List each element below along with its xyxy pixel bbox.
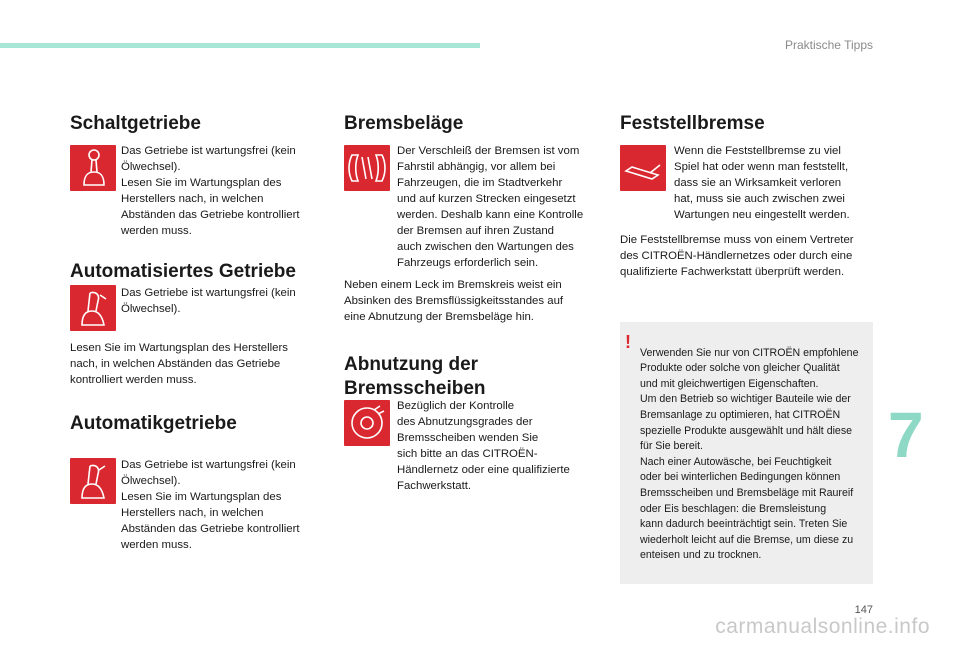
heading-bremsbelaege: Bremsbeläge — [344, 113, 464, 134]
text-automatisiertes-getriebe-2: Lesen Sie im Wartungsplan des Herstellers nach, in welchen Abständen das Getriebe kontrolliert werden muss. — [70, 342, 288, 386]
heading-schaltgetriebe: Schaltgetriebe — [70, 113, 201, 134]
heading-automatisiertes-getriebe: Automatisiertes Getriebe — [70, 261, 296, 282]
heading-automatikgetriebe: Automatikgetriebe — [70, 413, 237, 434]
section-label: Praktische Tipps — [784, 38, 873, 52]
watermark: carmanualsonline.info — [715, 615, 930, 638]
auto-gearbox-icon — [70, 285, 116, 331]
page-number: 147 — [854, 604, 873, 616]
text-bremsbelaege-2: Neben einem Leck im Bremskreis weist ein Absinken des Bremsflüssigkeitsstandes auf eine Abnutzung der Bremsbeläge hin. — [344, 279, 564, 323]
header-accent-bar — [0, 43, 480, 48]
gear-lever-icon — [70, 145, 116, 191]
text-schaltgetriebe: Das Getriebe ist wartungsfrei (kein Ölwechsel). Lesen Sie im Wartungsplan des Herstellers nach, in welchen Abständen das Getriebe kontrolliert werden muss. — [121, 145, 300, 237]
text-automatikgetriebe: Das Getriebe ist wartungsfrei (kein Ölwechsel). Lesen Sie im Wartungsplan des Herstellers nach, in welchen Abständen das Getriebe kontrolliert werden muss. — [121, 459, 300, 551]
brake-pads-icon — [344, 145, 390, 191]
warning-icon: ! — [625, 332, 631, 352]
chapter-number: 7 — [888, 399, 924, 471]
text-automatisiertes-getriebe: Das Getriebe ist wartungsfrei (kein Ölwechsel). — [121, 287, 296, 315]
heading-bremsscheiben: Abnutzung der Bremsscheiben — [344, 354, 486, 399]
text-bremsscheiben: Bezüglich der Kontrolle des Abnutzungsgrades der Bremsscheiben wenden Sie sich bitte an das CITROËN- Händlernetz oder eine qualifizierte Fachwerkstatt. — [397, 400, 570, 492]
text-bremsbelaege: Der Verschleiß der Bremsen ist vom Fahrstil abhängig, vor allem bei Fahrzeugen, die im Stadtverkehr und auf kurzen Strecken eingesetzt werden. Deshalb kann eine Kontrolle der Bremsen auf ihren Zustand auch zwischen den Wartungen des Fahrzeugs erforderlich sein. — [397, 145, 584, 269]
automatic-gearbox-icon — [70, 458, 116, 504]
brake-disc-icon — [344, 400, 390, 446]
heading-feststellbremse: Feststellbremse — [620, 113, 765, 134]
text-feststellbremse-2: Die Feststellbremse muss von einem Vertreter des CITROËN-Händlernetzes oder durch eine qualifizierte Fachwerkstatt überprüft werden. — [620, 234, 854, 278]
parking-brake-icon — [620, 145, 666, 191]
text-feststellbremse: Wenn die Feststellbremse zu viel Spiel hat oder wenn man feststellt, dass sie an Wirksamkeit verloren hat, muss sie auch zwischen zwei Wartungen neu eingestellt werden. — [674, 145, 850, 221]
warning-text: Verwenden Sie nur von CITROËN empfohlene Produkte oder solche von gleicher Qualität und mit gleichwertigen Eigenschaften. Um den Betrieb so wichtiger Bauteile wie der Bremsanlage zu optimieren, hat CITROËN spezielle Produkte ausgewählt und hält diese für Sie bereit. Nach einer Autowäsche, bei Feuchtigkeit oder bei winterlichen Bedingungen können Bremsscheiben und Bremsbeläge mit Raureif oder Eis beschlagen: die Bremsleistung kann dadurch beeinträchtigt sein. Treten Sie wiederholt leicht auf die Bremse, um diese zu enteisen und zu trocknen. — [640, 346, 859, 562]
